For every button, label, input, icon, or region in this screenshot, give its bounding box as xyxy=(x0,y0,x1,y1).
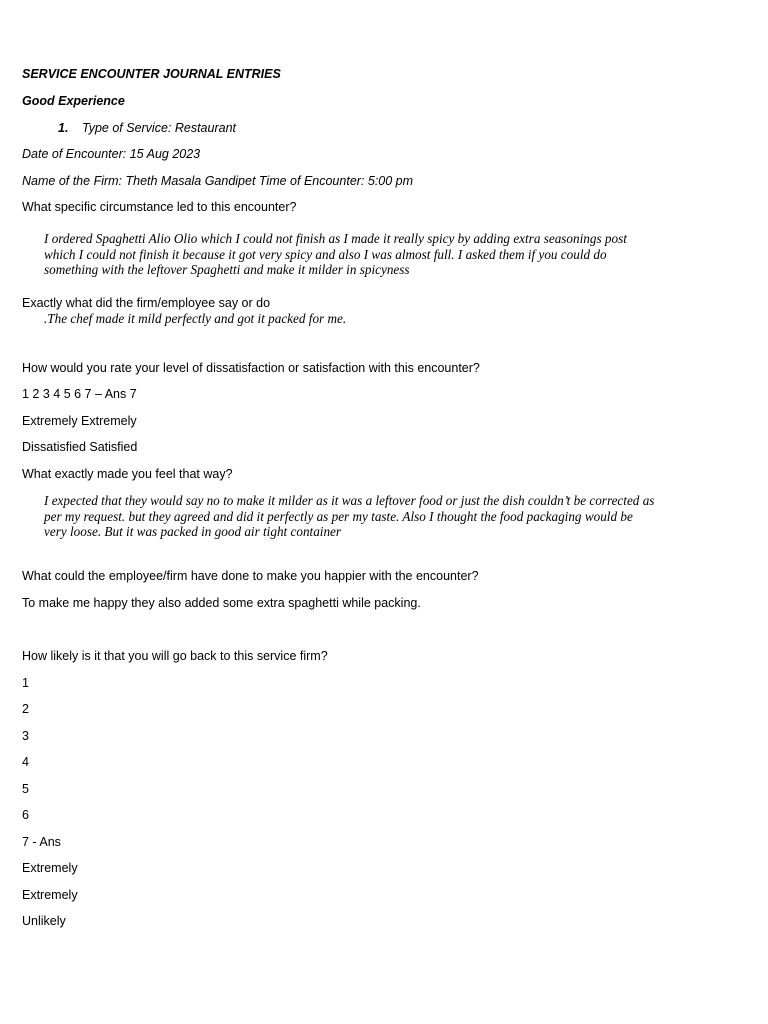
section-heading: Good Experience xyxy=(22,94,125,108)
answer-line: which I could not finish it because it got very spicy and also I was almost full. I asked them if you could do xyxy=(44,246,607,262)
answer-line: I expected that they would say no to make it milder as it was a leftover food or just the dish couldn’t be corrected as xyxy=(44,493,655,508)
option-3: 3 xyxy=(22,729,29,743)
question-feeling: What exactly made you feel that way? xyxy=(22,467,233,481)
service-type-item xyxy=(58,120,236,136)
answer-line: very loose. But it was packed in good air tight container xyxy=(44,524,342,539)
rating-scale: 1 2 3 4 5 6 7 – Ans 7 xyxy=(22,387,137,401)
firm-name-time: Name of the Firm: Theth Masala Gandipet Time of Encounter: 5:00 pm xyxy=(22,174,414,188)
answer-feeling xyxy=(44,493,654,540)
option-5: 5 xyxy=(22,782,29,796)
likelihood-label-1: Extremely xyxy=(22,861,78,875)
answer-line: something with the leftover Spaghetti and make it milder in spicyness xyxy=(44,262,410,277)
rating-label-top: Extremely Extremely xyxy=(22,414,137,428)
answer-line: per my request. but they agreed and did it perfectly as per my taste. Also I thought the food packaging would be xyxy=(44,508,633,524)
question-return-likelihood: How likely is it that you will go back to this service firm? xyxy=(22,649,328,663)
option-4: 4 xyxy=(22,755,29,769)
likelihood-label-2: Extremely xyxy=(22,888,78,902)
list-number: 1. xyxy=(58,121,69,135)
option-2: 2 xyxy=(22,702,29,716)
option-1: 1 xyxy=(22,676,29,690)
question-firm-action: Exactly what did the firm/employee say or do xyxy=(22,296,271,310)
answer-circumstance xyxy=(44,231,627,278)
answer-firm-action: .The chef made it mild perfectly and got it packed for me. xyxy=(44,311,347,326)
option-6: 6 xyxy=(22,808,29,822)
question-rating: How would you rate your level of dissatisfaction or satisfaction with this encounter? xyxy=(22,361,480,375)
rating-label-bottom: Dissatisfied Satisfied xyxy=(22,440,138,454)
document-title: SERVICE ENCOUNTER JOURNAL ENTRIES xyxy=(22,67,281,81)
answer-line: I ordered Spaghetti Alio Olio which I could not finish as I made it really spicy by adding extra seasonings post xyxy=(44,231,627,246)
option-7-answer: 7 - Ans xyxy=(22,835,61,849)
encounter-date: Date of Encounter: 15 Aug 2023 xyxy=(22,147,201,161)
answer-improvement: To make me happy they also added some extra spaghetti while packing. xyxy=(22,596,421,610)
question-circumstance: What specific circumstance led to this encounter? xyxy=(22,200,297,214)
likelihood-label-3: Unlikely xyxy=(22,914,66,928)
question-improvement: What could the employee/firm have done to make you happier with the encounter? xyxy=(22,569,479,583)
service-type-text: Type of Service: Restaurant xyxy=(82,121,237,135)
